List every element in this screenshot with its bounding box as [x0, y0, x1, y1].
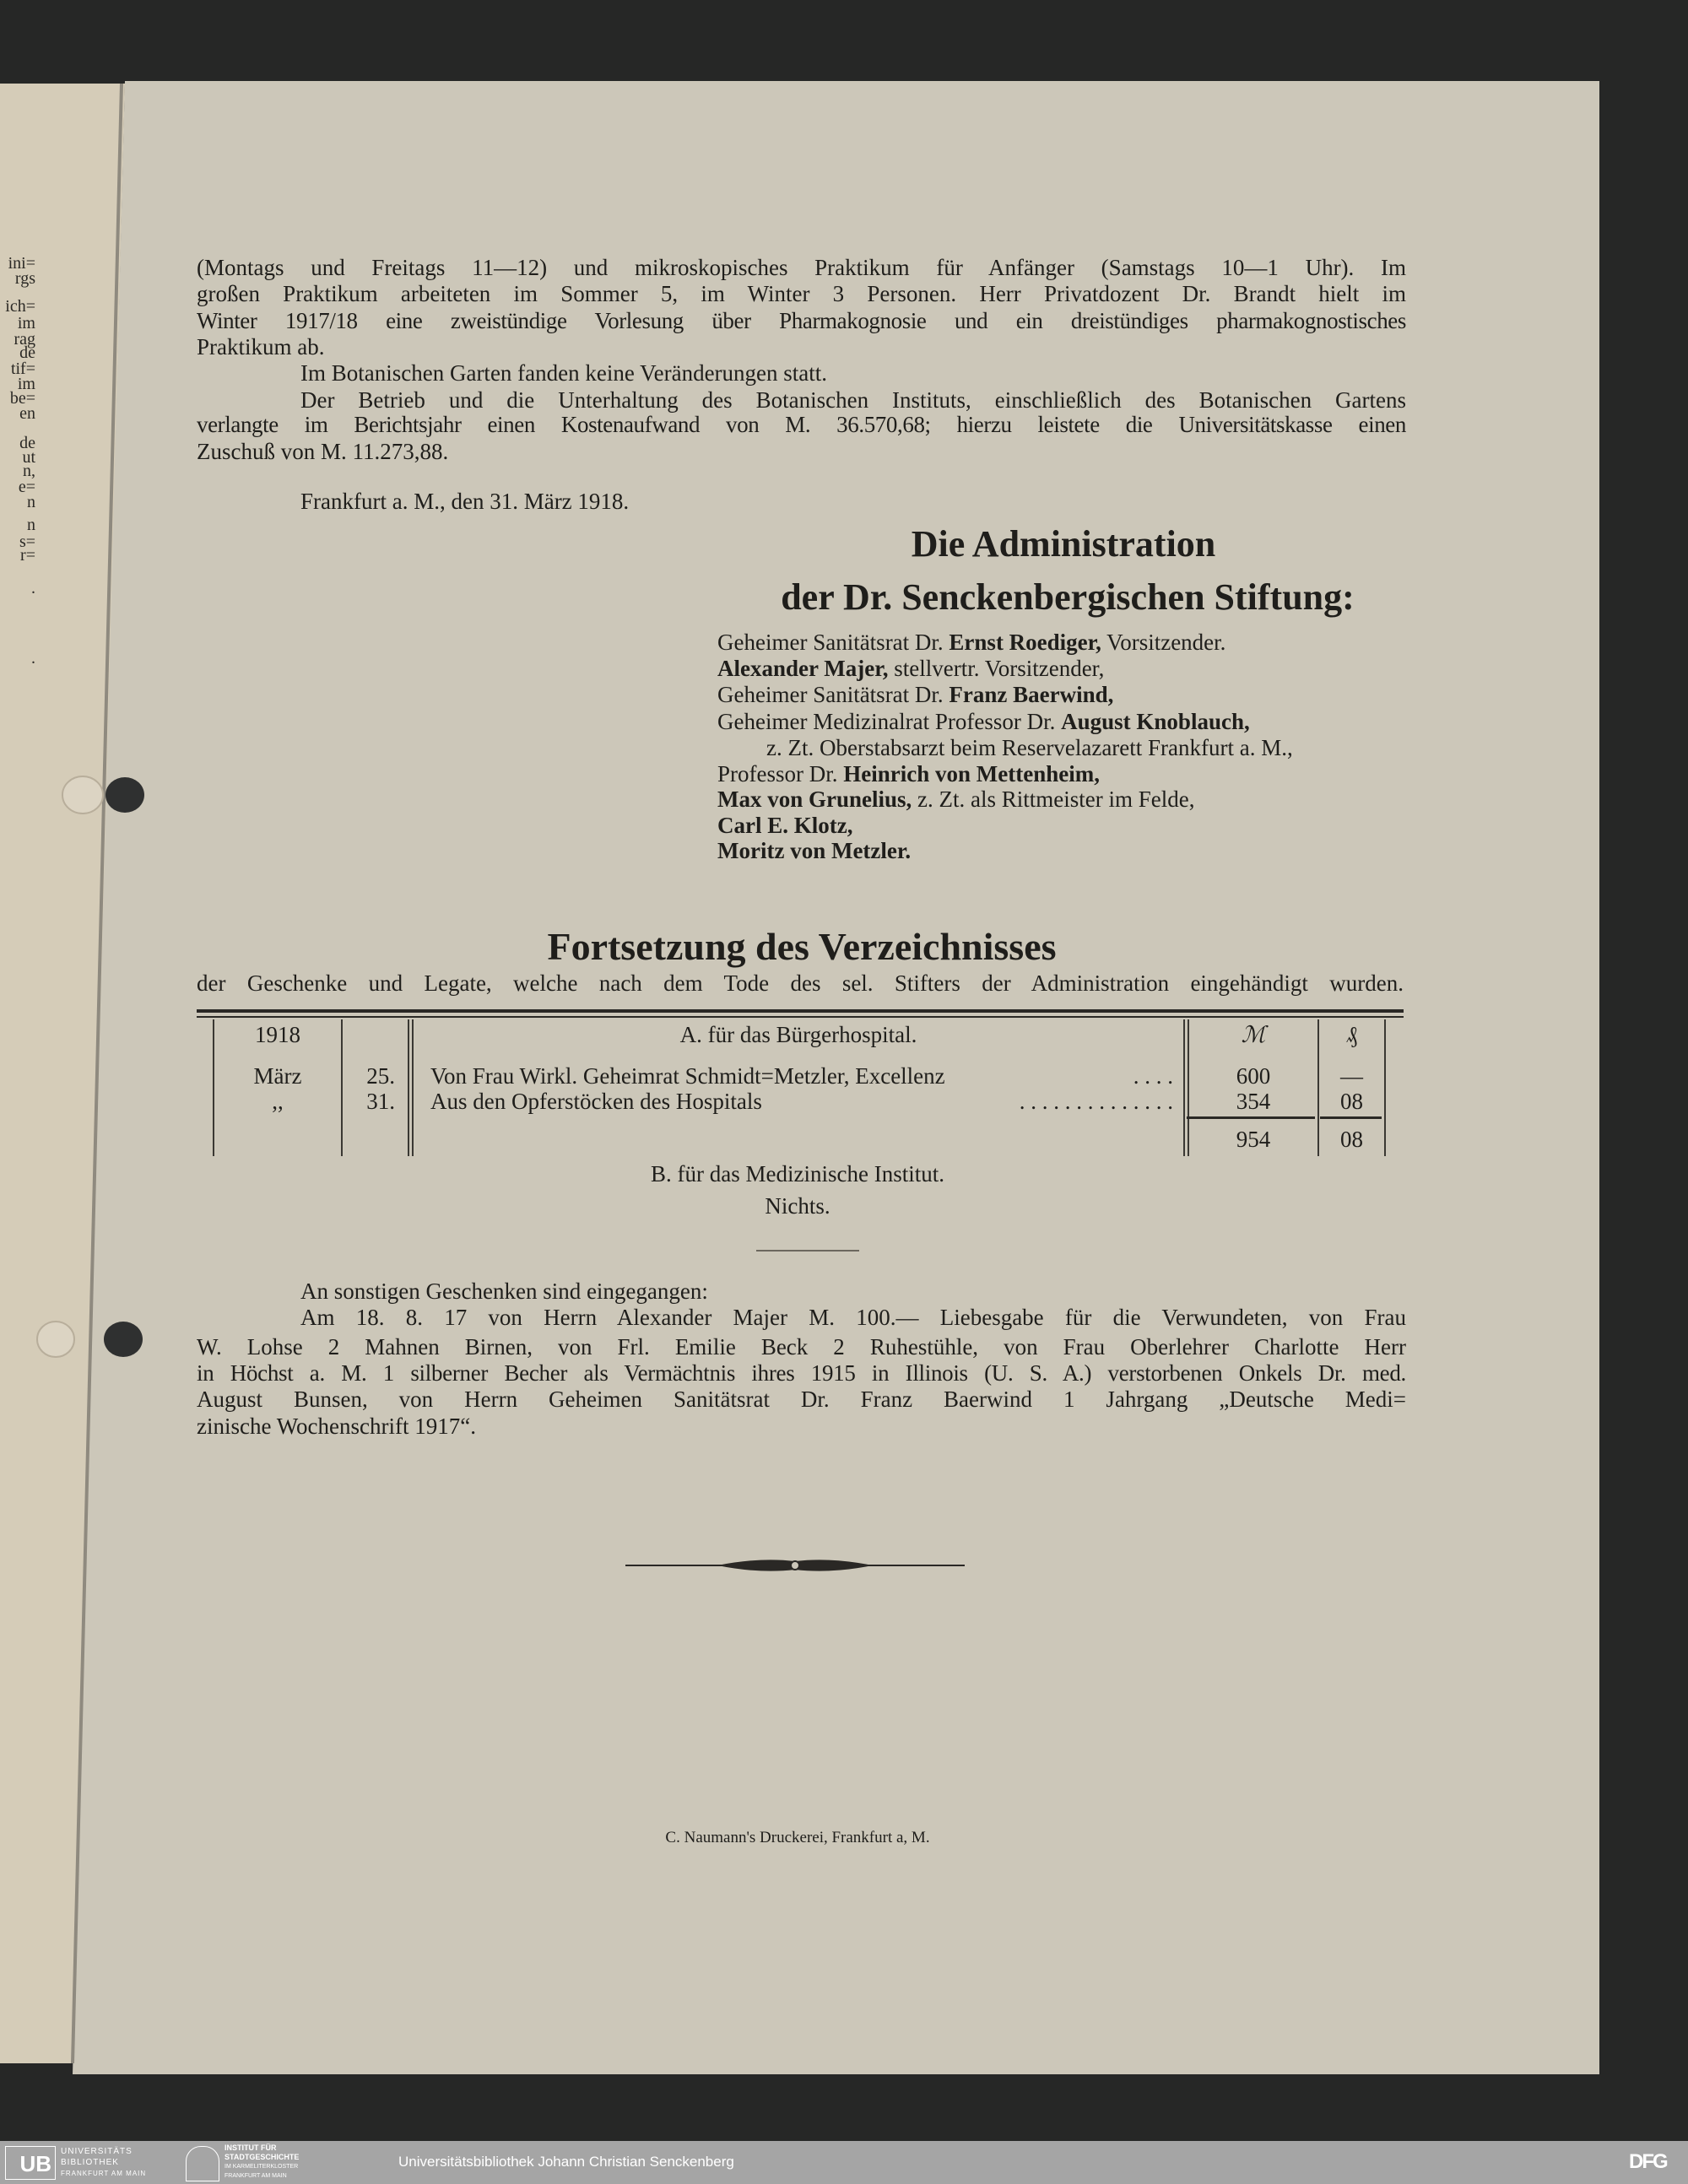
- column-divider: [408, 1019, 409, 1156]
- ub-text-line: BIBLIOTHEK: [61, 2158, 119, 2167]
- sum-rule: [1320, 1116, 1382, 1119]
- member-name: Max von Grunelius,: [717, 787, 912, 812]
- register-subtitle: der Geschenke und Legate, welche nach dem Tode des sel. Stifters der Administration eingehändigt wurden.: [197, 970, 1404, 996]
- text-line: zinische Wochenschrift 1917“.: [197, 1414, 476, 1439]
- punch-hole: [104, 1322, 143, 1357]
- member-text: Geheimer Sanitätsrat Dr.: [717, 682, 950, 707]
- fragment: im: [17, 314, 35, 332]
- sum-rule: [1187, 1116, 1315, 1119]
- row-leader: . . . . . . . . . . . . . .: [1019, 1089, 1173, 1114]
- place-date: Frankfurt a. M., den 31. März 1918.: [300, 489, 630, 514]
- text-line: in Höchst a. M. 1 silberner Becher als Vermächtnis ihres 1915 in Illinois (U. S. A.) verstorbenen Onkels Dr. med.: [197, 1360, 1406, 1386]
- fragment: de: [19, 343, 35, 362]
- member-name: August Knoblauch,: [1061, 709, 1250, 734]
- row-mark: 354: [1236, 1089, 1271, 1114]
- text-line: großen Praktikum arbeiteten im Sommer 5, im Winter 3 Personen. Herr Privatdozent Dr. Brandt hielt im: [197, 281, 1406, 306]
- printer-imprint: C. Naumann's Druckerei, Frankfurt a, M.: [665, 1829, 930, 1846]
- member-line: [717, 682, 1113, 708]
- text-line: (Montags und Freitags 11—12) und mikroskopisches Praktikum für Anfänger (Samstags 10—1 Uhr). Im: [197, 255, 1406, 280]
- member-name: Heinrich von Mettenheim,: [843, 761, 1100, 787]
- fragment: s=: [19, 532, 35, 551]
- member-text: Vorsitzender.: [1101, 630, 1226, 655]
- member-line: [717, 630, 1225, 656]
- library-name[interactable]: Universitätsbibliothek Johann Christian Senckenberg: [398, 2154, 734, 2170]
- ub-text-line: UNIVERSITÄTS: [61, 2147, 133, 2156]
- isg-logo-arch-icon: [186, 2146, 219, 2181]
- fragment: rag: [14, 330, 35, 349]
- fragment: de: [19, 434, 35, 452]
- member-line: [717, 656, 1104, 682]
- short-divider: [756, 1250, 859, 1251]
- member-text: z. Zt. Oberstabsarzt beim Reservelazarett Frankfurt a. M.,: [766, 735, 1293, 760]
- mark-column-header: ℳ: [1241, 1022, 1266, 1047]
- column-divider: [1183, 1019, 1185, 1156]
- fragment: tif=: [10, 359, 35, 378]
- isg-text-line: INSTITUT FÜR: [225, 2143, 277, 2152]
- text-line: verlangte im Berichtsjahr einen Kostenaufwand von M. 36.570,68; hierzu leistete die Universitätskasse einen: [197, 412, 1406, 437]
- fragment: e=: [18, 478, 35, 496]
- total-mark: 954: [1236, 1127, 1271, 1152]
- ub-text-line: FRANKFURT AM MAIN: [61, 2170, 147, 2177]
- fragment: .: [31, 579, 35, 597]
- register-title: Fortsetzung des Verzeichnisses: [547, 925, 1057, 968]
- text-line: Zuschuß von M. 11.273,88.: [197, 439, 449, 464]
- member-text: Geheimer Medizinalrat Professor Dr.: [717, 709, 1062, 734]
- member-name: Franz Baerwind,: [949, 682, 1114, 707]
- row-day: 25.: [366, 1063, 395, 1089]
- text-line: August Bunsen, von Herrn Geheimen Sanitätsrat Dr. Franz Baerwind 1 Jahrgang „Deutsche Medi=: [197, 1387, 1406, 1412]
- fragment: r=: [20, 546, 35, 565]
- fragment: im: [17, 375, 35, 393]
- member-line: [717, 709, 1250, 735]
- row-mark: 600: [1236, 1063, 1271, 1089]
- fragment: ini=: [8, 254, 35, 273]
- row-month: ,,: [272, 1089, 284, 1114]
- fragment: en: [19, 404, 35, 423]
- row-leader: . . . .: [1133, 1063, 1173, 1089]
- text-line: Praktikum ab.: [197, 334, 325, 359]
- table-top-rule: [197, 1016, 1404, 1018]
- fragment: ich=: [5, 297, 35, 316]
- punch-hole-left-page: [62, 776, 103, 814]
- row-pfennig: —: [1340, 1063, 1363, 1089]
- member-line: [717, 813, 852, 839]
- isg-text-line: STADTGESCHICHTE: [225, 2153, 300, 2161]
- fragment: be=: [9, 389, 35, 408]
- fragment: ut: [22, 448, 35, 467]
- member-text: stellvertr. Vorsitzender,: [888, 656, 1105, 681]
- isg-text-line: FRANKFURT AM MAIN: [225, 2173, 287, 2179]
- fragment: n: [27, 516, 35, 534]
- member-text: Geheimer Sanitätsrat Dr.: [717, 630, 950, 655]
- ub-logo-text: [61, 2146, 146, 2179]
- text-line: Am 18. 8. 17 von Herrn Alexander Majer M. 100.— Liebesgabe für die Verwundeten, von Frau: [300, 1305, 1406, 1330]
- member-line: [717, 838, 911, 864]
- pfennig-column-header: ₰: [1345, 1022, 1358, 1047]
- administration-title: Die Administration: [911, 523, 1216, 565]
- isg-text-line: IM KARMELITERKLOSTER: [225, 2164, 299, 2170]
- row-description: Von Frau Wirkl. Geheimrat Schmidt=Metzler, Excellenz: [430, 1063, 945, 1089]
- punch-hole: [106, 777, 144, 813]
- row-day: 31.: [366, 1089, 395, 1114]
- table-year: 1918: [255, 1022, 300, 1047]
- member-line: [766, 735, 1293, 761]
- fragment: .: [31, 649, 35, 668]
- fragment: n: [27, 493, 35, 511]
- fragment: rgs: [14, 269, 35, 288]
- dfg-logo[interactable]: DFG: [1629, 2150, 1667, 2173]
- column-divider: [1384, 1019, 1386, 1156]
- member-text: Professor Dr.: [717, 761, 844, 787]
- member-name: Moritz von Metzler.: [717, 838, 912, 863]
- member-name: Carl E. Klotz,: [717, 813, 853, 838]
- row-description: Aus den Opferstöcken des Hospitals: [430, 1089, 762, 1114]
- text-line: Der Betrieb und die Unterhaltung des Botanischen Instituts, einschließlich des Botanischen Gartens: [300, 387, 1406, 413]
- section-b-heading: B. für das Medizinische Institut.: [651, 1161, 944, 1187]
- section-b-value: Nichts.: [765, 1193, 830, 1219]
- member-name: Alexander Majer,: [717, 656, 889, 681]
- member-name: Ernst Roediger,: [949, 630, 1101, 655]
- total-pfennig: 08: [1340, 1127, 1363, 1152]
- fragment: n,: [23, 462, 35, 480]
- member-line: [717, 787, 1194, 813]
- ub-logo[interactable]: UB: [5, 2146, 56, 2180]
- row-pfennig: 08: [1340, 1089, 1363, 1114]
- text-line: An sonstigen Geschenken sind eingegangen:: [300, 1279, 708, 1304]
- row-month: März: [253, 1063, 302, 1089]
- isg-logo-text[interactable]: [225, 2143, 299, 2181]
- text-line: W. Lohse 2 Mahnen Birnen, von Frl. Emilie Beck 2 Ruhestühle, von Frau Oberlehrer Charlotte Herr: [197, 1334, 1406, 1360]
- member-text: z. Zt. als Rittmeister im Felde,: [912, 787, 1195, 812]
- punch-hole-left-page: [37, 1322, 74, 1357]
- text-line: Winter 1917/18 eine zweistündige Vorlesung über Pharmakognosie und ein dreistündiges pharmakognostisches: [197, 308, 1406, 333]
- member-line: [717, 761, 1100, 787]
- viewer-footer: [0, 2141, 1688, 2184]
- text-line: Im Botanischen Garten fanden keine Veränderungen statt.: [300, 360, 828, 386]
- administration-subtitle: der Dr. Senckenbergischen Stiftung:: [781, 576, 1355, 618]
- table-top-rule: [197, 1009, 1404, 1013]
- section-a-heading: A. für das Bürgerhospital.: [679, 1022, 917, 1047]
